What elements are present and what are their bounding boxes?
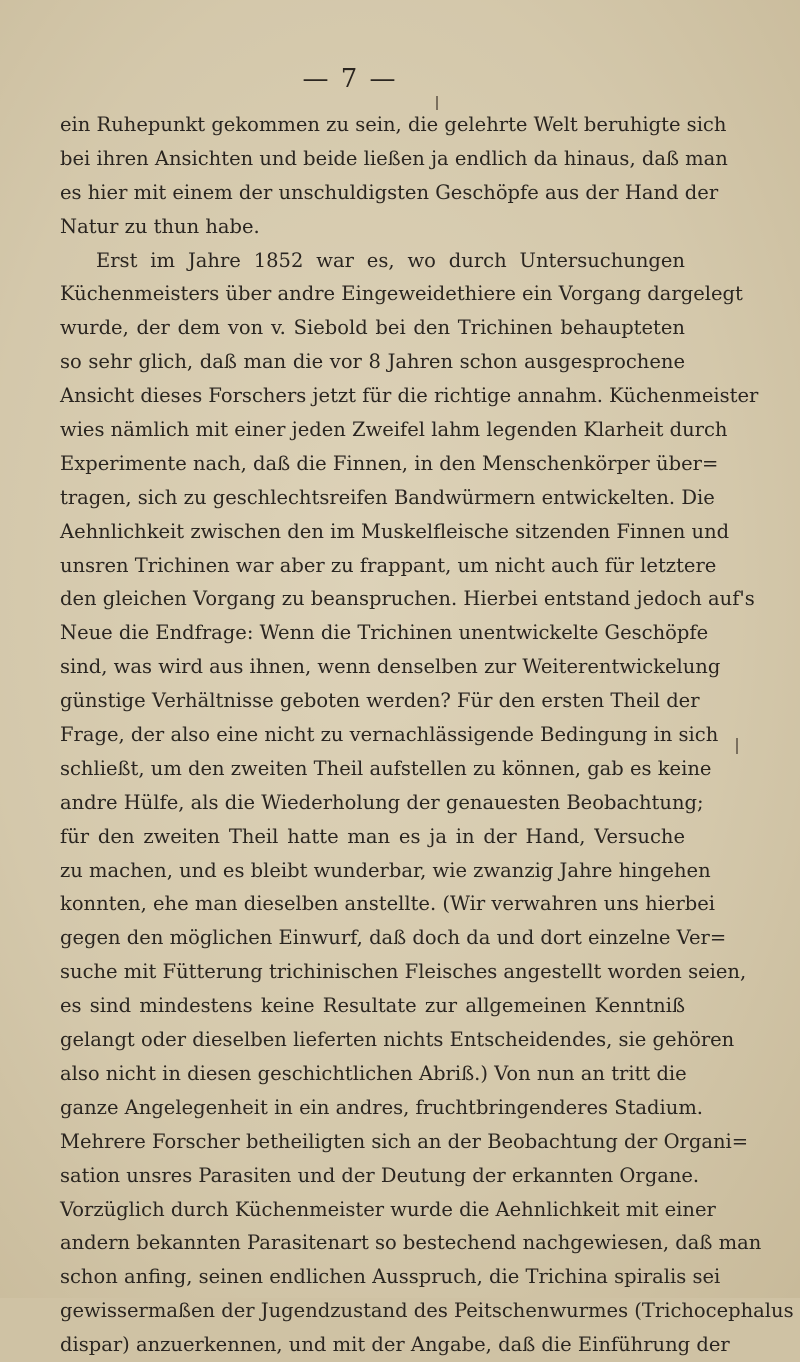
text-line: zu machen, und es bleibt wunderbar, wie zwanzig Jahre hingehen <box>60 858 711 882</box>
text-line: suche mit Fütterung trichinischen Fleisches angestellt worden seien, <box>60 960 747 984</box>
text-line: Natur zu thun habe. <box>60 214 260 238</box>
text-line: andern bekannten Parasitenart so bestechend nachgewiesen, daß man <box>60 1231 762 1255</box>
text-line: Neue die Endfrage: Wenn die Trichinen unentwickelte Geschöpfe <box>60 621 709 645</box>
text-line: ganze Angelegenheit in ein andres, fruchtbringenderes Stadium. <box>60 1095 704 1119</box>
text-line: andre Hülfe, als die Wiederholung der genauesten Beobachtung; <box>60 790 704 814</box>
text-line: unsren Trichinen war aber zu frappant, um nicht auch für letztere <box>60 553 717 577</box>
text-line: wies nämlich mit einer jeden Zweifel lahm legenden Klarheit durch <box>60 418 728 442</box>
text-line: für den zweiten Theil hatte man es ja in der Hand, Versuche <box>60 824 685 848</box>
text-line: tragen, sich zu geschlechtsreifen Bandwürmern entwickelten. Die <box>60 485 715 509</box>
text-line: Ansicht dieses Forschers jetzt für die richtige annahm. Küchenmeister <box>60 384 759 408</box>
text-line: ein Ruhepunkt gekommen zu sein, die gelehrte Welt beruhigte sich <box>60 113 727 136</box>
text-line: gewissermaßen der Jugendzustand des Peitschenwurmes (Trichocephalus <box>60 1299 794 1323</box>
text-line: Frage, der also eine nicht zu vernachlässigende Bedingung in sich <box>60 723 719 747</box>
page-number: — 7 — <box>302 64 398 94</box>
text-line: Aehnlichkeit zwischen den im Muskelfleische sitzenden Finnen und <box>60 519 730 543</box>
text-line: gelangt oder dieselben lieferten nichts Entscheidendes, sie gehören <box>60 1028 735 1052</box>
text-line: wurde, der dem von v. Siebold bei den Trichinen behaupteten <box>60 316 685 340</box>
text-line: also nicht in diesen geschichtlichen Abriß.) Von nun an tritt die <box>60 1061 687 1085</box>
text-line: dispar) anzuerkennen, und mit der Angabe, daß die Einführung der <box>60 1333 730 1357</box>
text-line: Mehrere Forscher betheiligten sich an der Beobachtung der Organi= <box>60 1129 749 1153</box>
text-line: gegen den möglichen Einwurf, daß doch da und dort einzelne Ver= <box>60 926 727 950</box>
text-line: Küchenmeisters über andre Eingeweidethiere ein Vorgang dargelegt <box>60 282 743 306</box>
text-line: sind, was wird aus ihnen, wenn denselben zur Weiterentwickelung <box>60 655 721 679</box>
text-line: konnten, ehe man dieselben anstellte. (Wir verwahren uns hierbei <box>60 892 716 916</box>
text-line: Vorzüglich durch Küchenmeister wurde die Aehnlichkeit mit einer <box>60 1197 716 1221</box>
text-line: es hier mit einem der unschuldigsten Geschöpfe aus der Hand der <box>60 180 719 204</box>
text-line: Experimente nach, daß die Finnen, in den Menschenkörper über= <box>60 451 719 475</box>
text-line: sation unsres Parasiten und der Deutung der erkannten Organe. <box>60 1163 700 1187</box>
text-line: schließt, um den zweiten Theil aufstellen zu können, gab es keine <box>60 756 712 780</box>
text-line: bei ihren Ansichten und beide ließen ja endlich da hinaus, daß man <box>60 146 728 170</box>
ink-mark <box>736 738 738 754</box>
text-line: es sind mindestens keine Resultate zur allgemeinen Kenntniß <box>60 994 685 1018</box>
text-line: Erst im Jahre 1852 war es, wo durch Untersuchungen <box>96 248 685 272</box>
body-text <box>60 108 794 1362</box>
text-line: günstige Verhältnisse geboten werden? Für den ersten Theil der <box>60 689 700 713</box>
text-line: schon anfing, seinen endlichen Ausspruch, die Trichina spiralis sei <box>60 1265 721 1289</box>
text-line: den gleichen Vorgang zu beanspruchen. Hierbei entstand jedoch auf's <box>60 587 755 611</box>
text-line: so sehr glich, daß man die vor 8 Jahren schon ausgesprochene <box>60 350 685 374</box>
